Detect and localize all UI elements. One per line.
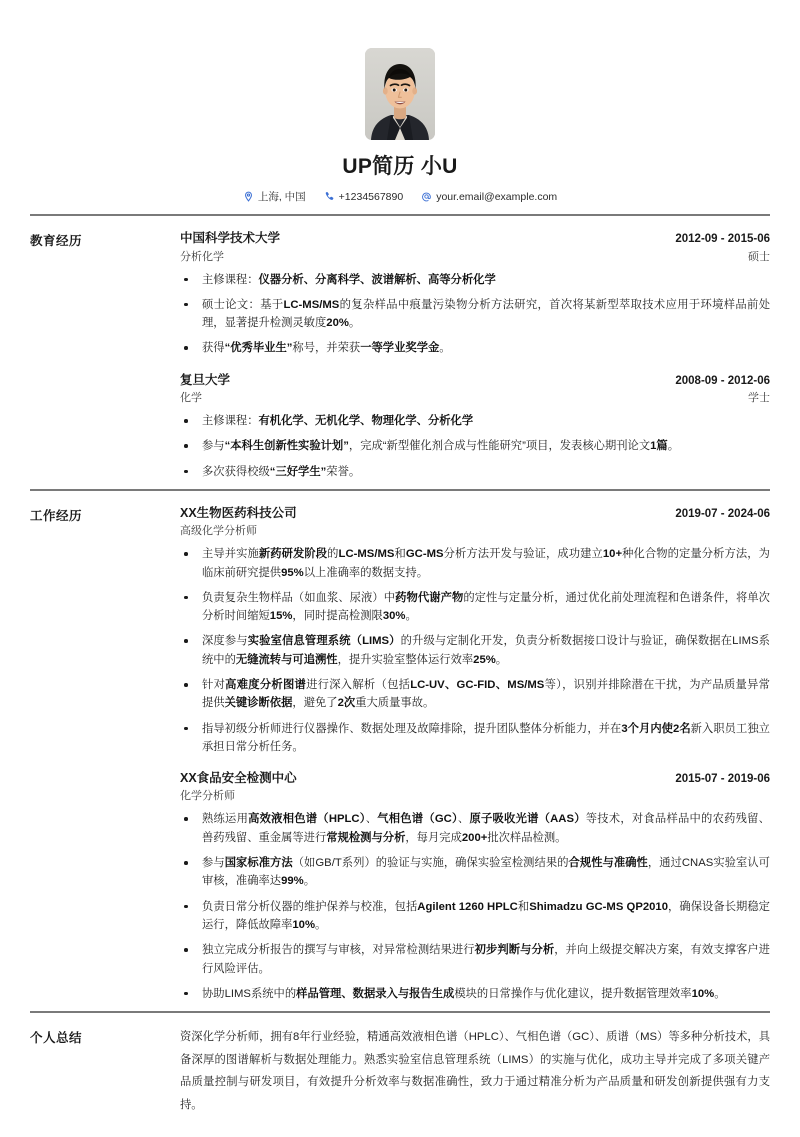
bullet-list — [180, 412, 770, 481]
section-body — [180, 225, 770, 483]
entry-date-range: 2008-09 - 2012-06 — [675, 374, 770, 387]
entry — [180, 229, 770, 357]
bullet-list — [180, 545, 770, 756]
bullet-item: 主修课程：有机化学、无机化学、物理化学、分析化学 — [180, 412, 770, 430]
entry-role: 分析化学 — [180, 250, 224, 263]
entry-subtitle-row — [180, 390, 770, 407]
entry-role: 化学 — [180, 391, 202, 404]
entry-title-row — [180, 769, 770, 788]
entry — [180, 504, 770, 756]
entry-degree: 硕士 — [748, 250, 770, 263]
contact-email — [421, 191, 557, 203]
section-label: 个人总结 — [30, 1031, 83, 1046]
email-at-icon — [421, 191, 432, 202]
bullet-item: 主导并实施新药研发阶段的LC-MS/MS和GC-MS分析方法开发与验证，成功建立10+种化合物的定量分析方法，为临床前研究提供95%以上准确率的数据支持。 — [180, 545, 770, 582]
section-label: 工作经历 — [30, 508, 83, 523]
entry-date-range: 2015-07 - 2019-06 — [675, 773, 770, 786]
bullet-item: 主修课程：仪器分析、分离科学、波谱解析、高等分析化学 — [180, 271, 770, 289]
entry-organization: 复旦大学 — [180, 372, 231, 387]
entry-organization: XX食品安全检测中心 — [180, 771, 297, 786]
section-body — [180, 500, 770, 1005]
bullet-item: 获得“优秀毕业生”称号，并荣获一等学业奖学金。 — [180, 339, 770, 357]
entry-organization: XX生物医药科技公司 — [180, 505, 297, 520]
candidate-name: UP简历 小U — [342, 155, 458, 178]
section-body — [180, 1022, 770, 1116]
entry-degree: 学士 — [748, 391, 770, 404]
contact-email-text: your.email@example.com — [436, 190, 558, 203]
entry-date-range: 2019-07 - 2024-06 — [675, 507, 770, 520]
bullet-item: 独立完成分析报告的撰写与审核，对异常检测结果进行初步判断与分析，并向上级提交解决方案，有效支撑客户进行风险评估。 — [180, 941, 770, 978]
entry-role: 高级化学分析师 — [180, 525, 257, 538]
entry — [180, 769, 770, 1003]
entry-subtitle-row — [180, 523, 770, 540]
contact-phone — [324, 191, 404, 203]
bullet-item: 深度参与实验室信息管理系统（LIMS）的升级与定制化开发，负责分析数据接口设计与验证，确保数据在LIMS系统中的无缝流转与可追溯性，提升实验室整体运行效率25%。 — [180, 632, 770, 669]
bullet-item: 负责复杂生物样品（如血浆、尿液）中药物代谢产物的定性与定量分析，通过优化前处理流程和色谱条件，将单次分析时间缩短15%，同时提高检测限30%。 — [180, 589, 770, 626]
section-0 — [30, 214, 770, 489]
bullet-item: 硕士论文：基于LC-MS/MS的复杂样品中痕量污染物分析方法研究，首次将某新型萃取技术应用于环境样品前处理，显著提升检测灵敏度20%。 — [180, 296, 770, 333]
entry-role: 化学分析师 — [180, 790, 235, 803]
bullet-item: 协助LIMS系统中的样品管理、数据录入与报告生成模块的日常操作与优化建议，提升数据管理效率10%。 — [180, 985, 770, 1003]
entry-subtitle-row — [180, 249, 770, 266]
resume-sections — [30, 214, 770, 1136]
bullet-item: 针对高难度分析图谱进行深入解析（包括LC-UV、GC-FID、MS/MS等），识别并排除潜在干扰，为产品质量异常提供关键诊断依据，避免了2次重大质量事故。 — [180, 676, 770, 713]
bullet-list — [180, 271, 770, 358]
phone-icon — [324, 191, 335, 202]
avatar — [365, 48, 435, 140]
bullet-item: 参与“本科生创新性实验计划”，完成“新型催化剂合成与性能研究”项目，发表核心期刊论文1篇。 — [180, 437, 770, 455]
contact-location-text: 上海, 中国 — [257, 191, 306, 204]
summary-text: 资深化学分析师，拥有8年行业经验，精通高效液相色谱（HPLC）、气相色谱（GC）、质谱（MS）等多种分析技术，具备深厚的图谱解析与数据处理能力。熟悉实验室信息管理系统（LIMS）的实施与优化，成功主导并完成了多项关键产品质量控制与研发项目，有效提升分析效率与数据准确性，致力于通过精准分析为产品质量和研发创新提供强有力支持。 — [180, 1031, 770, 1111]
entry-title-row — [180, 229, 770, 248]
contact-info-row — [30, 189, 770, 204]
bullet-item: 参与国家标准方法（如GB/T系列）的验证与实施，确保实验室检测结果的合规性与准确性，通过CNAS实验室认可审核，准确率达99%。 — [180, 854, 770, 891]
entry — [180, 371, 770, 481]
entry-title-row — [180, 371, 770, 390]
entry-date-range: 2012-09 - 2015-06 — [675, 233, 770, 246]
bullet-item: 多次获得校级“三好学生”荣誉。 — [180, 463, 770, 481]
entry-subtitle-row — [180, 788, 770, 805]
entry-organization: 中国科学技术大学 — [180, 231, 281, 246]
contact-location — [243, 189, 306, 204]
photo-container — [30, 48, 770, 140]
section-2 — [30, 1011, 770, 1136]
resume-header — [30, 0, 770, 214]
bullet-item: 指导初级分析师进行仪器操作、数据处理及故障排除，提升团队整体分析能力，并在3个月内使2名新入职员工独立承担日常分析任务。 — [180, 720, 770, 757]
location-pin-icon — [243, 191, 254, 202]
contact-phone-text: +1234567890 — [338, 190, 404, 203]
bullet-item: 熟练运用高效液相色谱（HPLC）、气相色谱（GC）、原子吸收光谱（AAS）等技术，对食品样品中的农药残留、兽药残留、重金属等进行常规检测与分析，每月完成200+批次样品检测。 — [180, 810, 770, 847]
portrait-illustration — [365, 48, 435, 140]
section-label: 教育经历 — [30, 234, 83, 249]
entry-title-row — [180, 504, 770, 523]
section-1 — [30, 489, 770, 1011]
bullet-list — [180, 810, 770, 1003]
bullet-item: 负责日常分析仪器的维护保养与校准，包括Agilent 1260 HPLC和Shimadzu GC-MS QP2010，确保设备长期稳定运行，降低故障率10%。 — [180, 898, 770, 935]
